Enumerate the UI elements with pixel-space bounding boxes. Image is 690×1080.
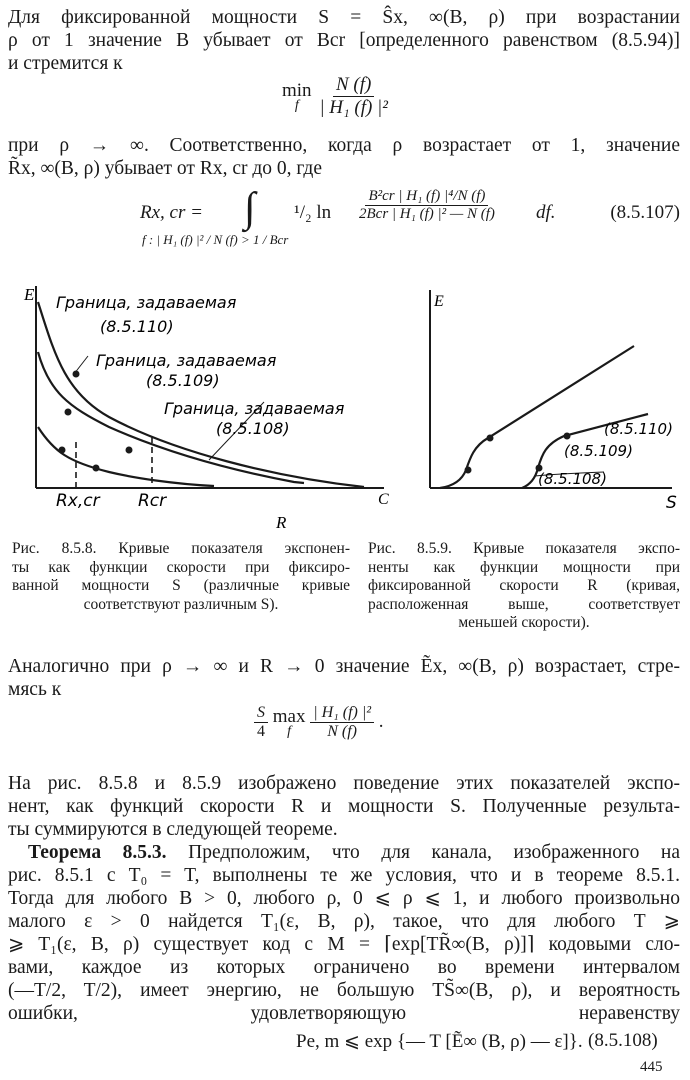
curve-label: (8.5.110) (100, 317, 174, 336)
point-marker (65, 409, 72, 416)
caption-fig-8-5-8: Рис. 8.5.8. Кривые показателя экспонен- ты как функции скорости при фиксиро- ванной мощности S (различные кривые соответствуют различным S). (12, 540, 350, 613)
theorem-line: ⩾ T₁(ε, B, ρ) существует код с M = ⌈exp[TR̃∞(B, ρ)]⌉ кодовыми сло- (8, 934, 680, 955)
equation-max: $\frac{S}{4}$ max f $\frac{\text{| H₁ (f) |²}}{N (f)}$ . (254, 704, 384, 741)
equation-number: (8.5.108) (588, 1030, 658, 1051)
page-number: 445 (640, 1059, 663, 1075)
theorem-line: малого ε > 0 найдется T₁(ε, B, ρ), такое, что для любого T ⩾ (8, 911, 680, 932)
curve-label: (8.5.110) (604, 420, 673, 438)
paragraph-line: ты суммируются в следующей теореме. (8, 819, 338, 840)
theorem-line: (—T/2, T/2), имеет энергию, не большую TS̃∞(B, ρ), и вероятность (8, 980, 680, 1001)
paragraph-line: нент, как функций скорости R и мощности S. Полученные результа- (8, 796, 680, 817)
paragraph-line: Аналогично при ρ → ∞ и R → 0 значение Ẽx, ∞(B, ρ) возрастает, стре- (8, 656, 680, 677)
paragraph-line: Для фиксированной мощности S = Ŝx, ∞(B, ρ) при возрастании (8, 7, 680, 28)
curve-label: (8.5.109) (564, 442, 633, 460)
axis-label-s: S (666, 493, 677, 513)
equation-8-5-107: Rx, cr = ∫ f : | H₁ (f) |² / N (f) > 1 / Bcr ¹/₂ ln B²cr | H₁ (f) |⁴/N (f) 2Bcr | H₁ (f) |² — N (f) df. (8.5.107) (140, 185, 680, 247)
point-marker (465, 467, 472, 474)
point-marker (487, 435, 494, 442)
curve-label: (8.5.109) (146, 371, 220, 390)
axis-label-e: E (434, 293, 444, 310)
paragraph-line: мясь к (8, 679, 62, 700)
equation-min: min f $\frac{N (f)}{\text{| H₁ (f) |²}}$ (282, 74, 388, 118)
point-marker (126, 447, 133, 454)
theorem-line: Тогда для любого B > 0, любого ρ, 0 ⩽ ρ ⩽ 1, и любого произвольно (8, 888, 680, 909)
curve-label: (8.5.108) (216, 419, 290, 438)
theorem-line: ошибки, удовлетворяющую неравенству (8, 1003, 680, 1024)
curve-label: (8.5.108) (538, 470, 607, 488)
figure-8-5-8 (14, 282, 394, 532)
equation-8-5-108: Pe, m ⩽ exp {— T [Ẽ∞ (B, ρ) — ε]}. (296, 1031, 583, 1052)
tick-label-c: C (378, 491, 389, 508)
theorem-line: рис. 8.5.1 с T₀ = T, выполнены те же условия, что и в теореме 8.5.1. (8, 865, 680, 886)
theorem-line: Теорема 8.5.3. Предположим, что для канала, изображенного на (28, 842, 680, 863)
point-marker (564, 433, 571, 440)
axis-label-e: E (24, 285, 35, 304)
axis-label-r: R (276, 513, 287, 532)
point-marker (73, 371, 80, 378)
curve-label: Граница, задаваемая (164, 399, 345, 418)
paragraph-line: ρ от 1 значение B убывает от Bcr [определенного равенством (8.5.94)] (8, 30, 680, 51)
curve-label: Граница, задаваемая (56, 293, 237, 312)
point-marker (59, 447, 66, 454)
theorem-line: вами, каждое из которых ограничено во времени интервалом (8, 957, 680, 978)
paragraph-line: при ρ → ∞. Соответственно, когда ρ возрастает от 1, значение (8, 135, 680, 156)
paragraph-line: и стремится к (8, 53, 123, 74)
point-marker (93, 465, 100, 472)
paragraph-line: R̃x, ∞(B, ρ) убывает от Rx, cr до 0, где (8, 158, 322, 179)
curve-label: Граница, задаваемая (96, 351, 277, 370)
paragraph-line: На рис. 8.5.8 и 8.5.9 изображено поведение этих показателей экспо- (8, 773, 680, 794)
caption-fig-8-5-9: Рис. 8.5.9. Кривые показателя экспо- ненты как функции мощности при фиксированной скорости R (кривая, расположенная выше, соответствует меньшей скорости). (368, 540, 680, 631)
tick-label-rxcr: Rx,cr (56, 491, 100, 511)
tick-label-rcr: Rcr (138, 491, 167, 511)
figure-8-5-9 (404, 286, 686, 514)
